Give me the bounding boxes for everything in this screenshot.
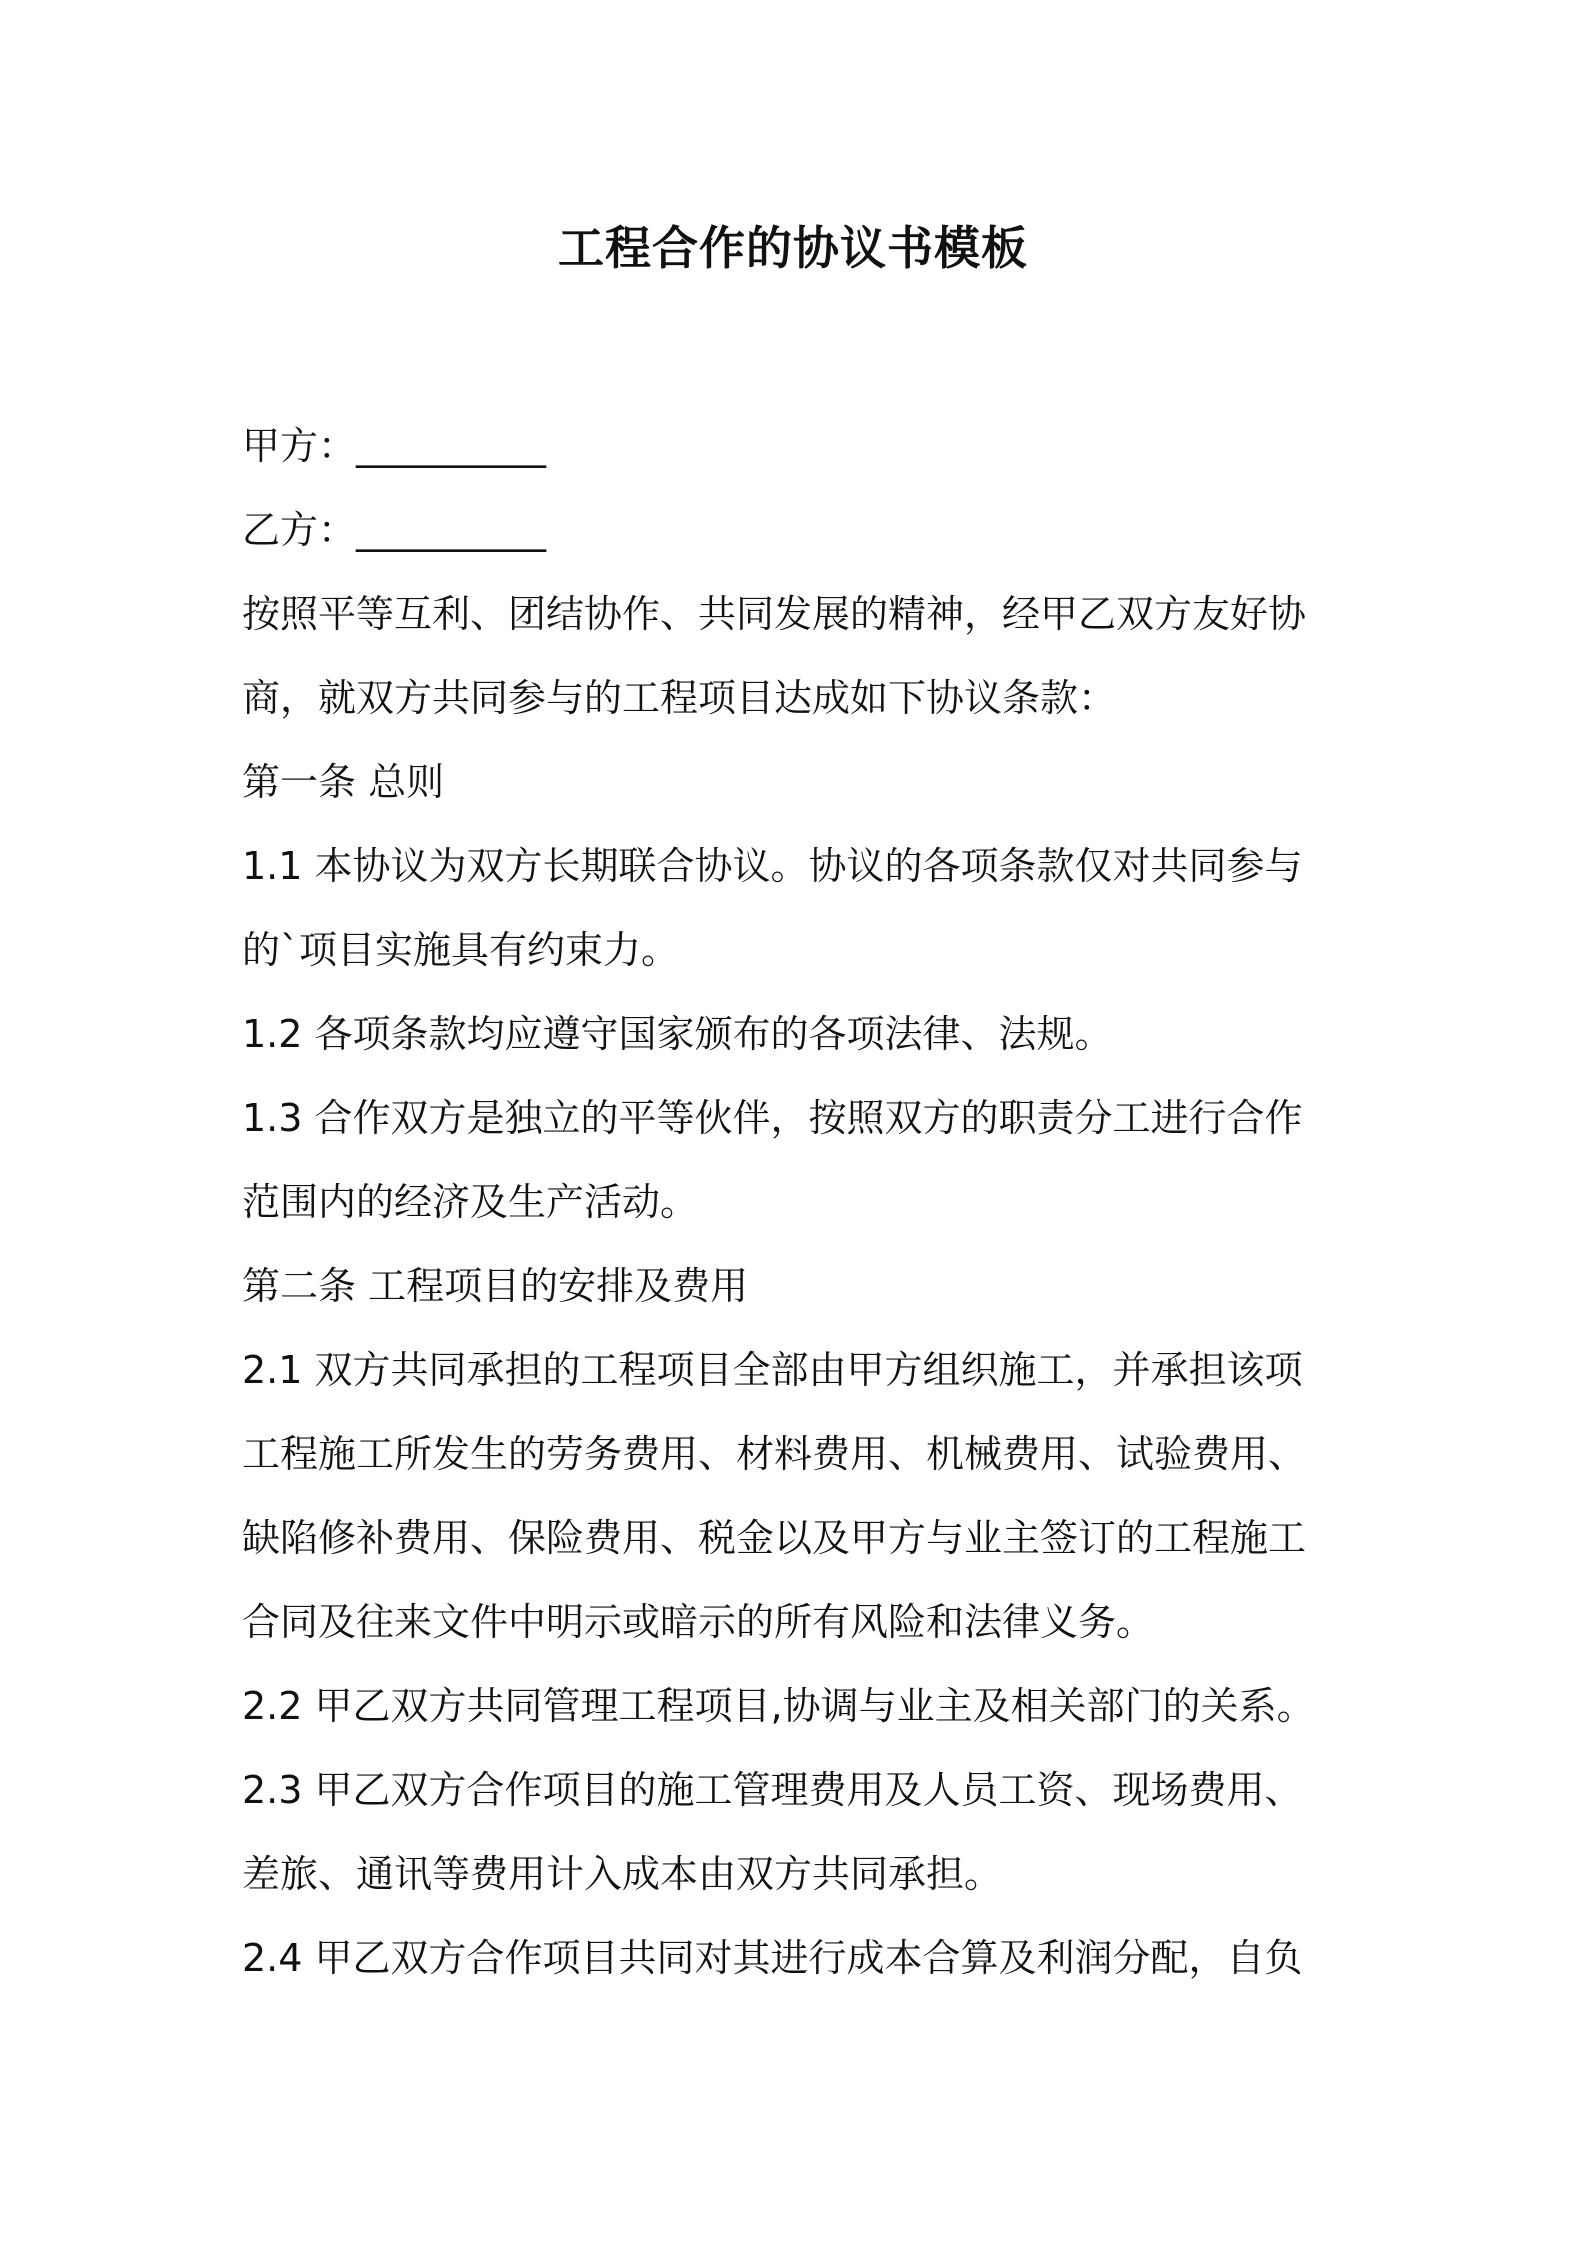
clause-2-3-line-2: 差旅、通讯等费用计入成本由双方共同承担。 — [242, 1852, 1003, 1896]
article-1-heading: 第一条 总则 — [242, 760, 445, 804]
clause-2-1-line-2: 工程施工所发生的劳务费用、材料费用、机械费用、试验费用、 — [242, 1432, 1307, 1476]
clause-1-1-line-1: 1.1 本协议为双方长期联合协议。协议的各项条款仅对共同参与 — [242, 844, 1303, 888]
clause-2-1-line-4: 合同及往来文件中明示或暗示的所有风险和法律义务。 — [242, 1600, 1155, 1644]
clause-1-3-line-1: 1.3 合作双方是独立的平等伙伴，按照双方的职责分工进行合作 — [242, 1096, 1303, 1140]
clause-2-1-line-1: 2.1 双方共同承担的工程项目全部由甲方组织施工，并承担该项 — [242, 1348, 1303, 1392]
clause-1-1-line-2: 的`项目实施具有约束力。 — [242, 928, 680, 972]
clause-1-3-line-2: 范围内的经济及生产活动。 — [242, 1180, 699, 1224]
preamble-line-1: 按照平等互利、团结协作、共同发展的精神，经甲乙双方友好协 — [242, 592, 1307, 636]
article-2-heading: 第二条 工程项目的安排及费用 — [242, 1264, 749, 1308]
clause-2-4-line-1: 2.4 甲乙双方合作项目共同对其进行成本合算及利润分配，自负 — [242, 1936, 1303, 1980]
party-b-line: 乙方：__________ — [242, 508, 547, 552]
clause-2-1-line-3: 缺陷修补费用、保险费用、税金以及甲方与业主签订的工程施工 — [242, 1516, 1307, 1560]
clause-1-2: 1.2 各项条款均应遵守国家颁布的各项法律、法规。 — [242, 1012, 1113, 1056]
party-a-line: 甲方：__________ — [242, 424, 547, 468]
preamble-line-2: 商，就双方共同参与的工程项目达成如下协议条款： — [242, 676, 1117, 720]
clause-2-3-line-1: 2.3 甲乙双方合作项目的施工管理费用及人员工资、现场费用、 — [242, 1768, 1303, 1812]
clause-2-2: 2.2 甲乙双方共同管理工程项目,协调与业主及相关部门的关系。 — [242, 1684, 1315, 1728]
document-body — [242, 404, 1352, 2000]
document-title: 工程合作的协议书模板 — [558, 221, 1028, 275]
